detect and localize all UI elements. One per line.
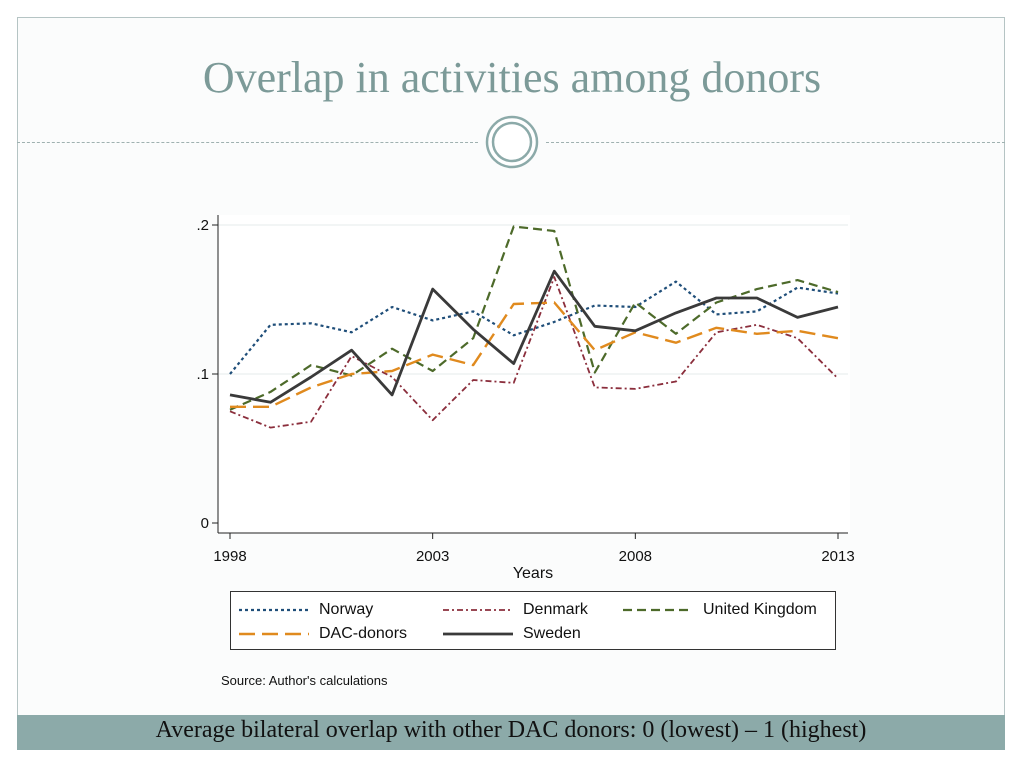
y-tick-label: 0: [200, 515, 209, 532]
legend-label: Denmark: [523, 601, 588, 618]
legend-swatch-norway: [239, 600, 309, 620]
x-tick-label: 2008: [618, 548, 653, 565]
x-tick-label: 1998: [213, 548, 247, 565]
chart-layer: [196, 215, 854, 582]
legend-item-norway: [239, 600, 439, 620]
y-tick-label: .1: [196, 366, 209, 383]
x-tick-label: 2013: [821, 548, 855, 565]
chart-legend: [230, 591, 836, 650]
legend-label: United Kingdom: [703, 601, 817, 618]
legend-swatch-dac-donors: [239, 624, 309, 644]
y-tick-label: .2: [196, 217, 209, 234]
legend-item-denmark: [443, 600, 643, 620]
slide-title: Overlap in activities among donors: [202, 53, 822, 102]
source-note: Source: Author's calculations: [221, 673, 388, 688]
legend-item-dac-donors: [239, 624, 439, 644]
legend-swatch-denmark: [443, 600, 513, 620]
legend-item-sweden: [443, 624, 643, 644]
legend-label: DAC-donors: [319, 625, 408, 642]
x-axis-title: Years: [512, 565, 554, 582]
legend-swatch-united-kingdom: [623, 600, 693, 620]
x-tick-label: 2003: [415, 548, 450, 565]
legend-label: Norway: [319, 601, 374, 618]
footer-band: [17, 715, 1005, 750]
legend-item-united-kingdom: [623, 600, 823, 620]
footer-text: Average bilateral overlap with other DAC donors: 0 (lowest) – 1 (highest): [155, 717, 867, 743]
legend-label: Sweden: [523, 625, 581, 642]
legend-swatch-sweden: [443, 624, 513, 644]
